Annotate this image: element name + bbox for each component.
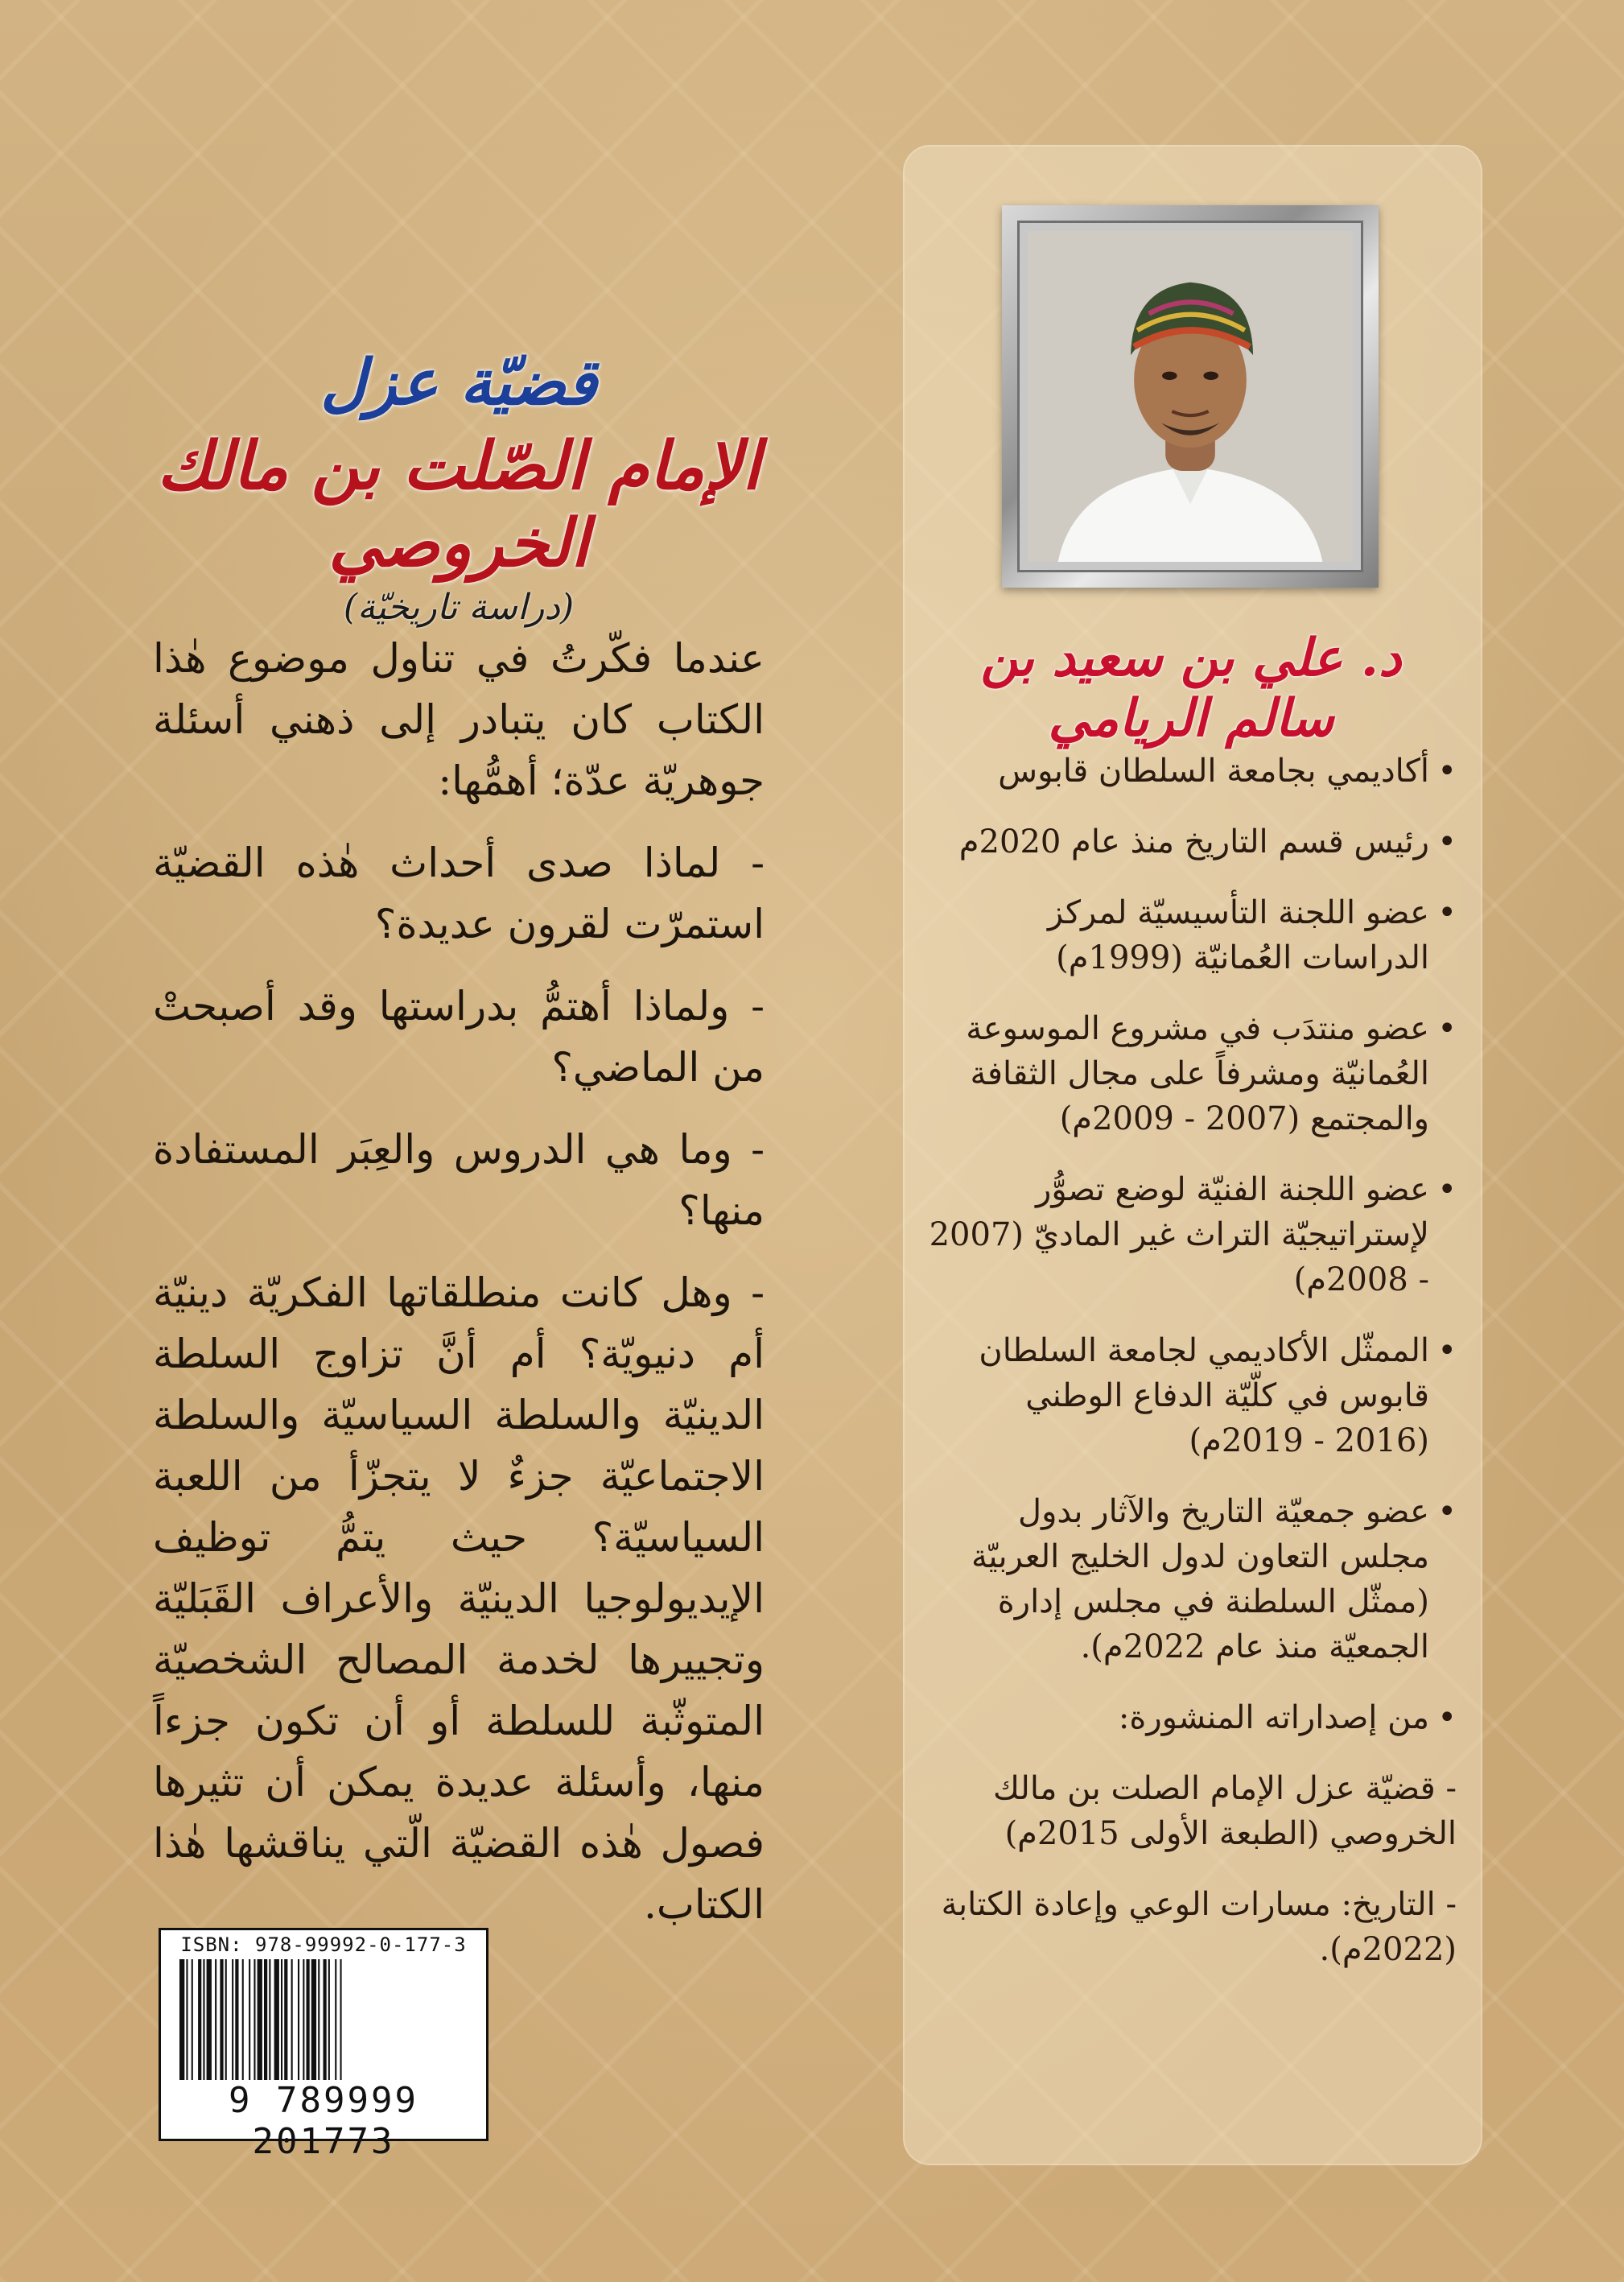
isbn-label: ISBN: 978-99992-0-177-3 [180,1933,467,1956]
barcode-bar [215,1959,216,2080]
barcode-bar [311,1959,316,2080]
barcode-bar [242,1959,244,2080]
blurb [153,628,765,1956]
author-portrait [1028,231,1353,562]
barcode-bars [175,1959,472,2080]
barcode-bar [253,1959,255,2080]
barcode-bar [198,1959,201,2080]
barcode-bar [269,1959,270,2080]
barcode-bar [335,1959,336,2080]
barcode-bar [264,1959,267,2080]
barcode-bar [225,1959,227,2080]
barcode-bar [207,1959,212,2080]
barcode-bar [303,1959,304,2080]
barcode-bar [186,1959,188,2080]
bio-item: • أكاديمي بجامعة السلطان قابوس [925,749,1457,794]
isbn-barcode [159,1928,488,2162]
blurb-paragraph: - وهل كانت منطلقاتها الفكريّة دينيّة أم دنيويّة؟ أم أنَّ تزاوج السلطة الدينيّة والسلطة السياسيّة والسلطة الاجتماعيّة جزءٌ لا يتجزّأ من اللعبة السياسيّة؟ حيث يتمُّ توظيف الإيديولوجيا الدينيّة والأعراف القَبَليّة وتجييرها لخدمة المصالح الشخصيّة المتوثّبة للسلطة أو أن تكون جزءاً منها، وأسئلة عديدة يمكن أن تثيرها فصول هٰذه القضيّة الّتي يناقشها هٰذا الكتاب. [153,1269,765,1928]
bio-item: • من إصداراته المنشورة: [925,1695,1457,1740]
barcode-bar [318,1959,319,2080]
blurb-paragraph: عندما فكّرتُ في تناول موضوع هٰذا الكتاب كان يتبادر إلى ذهني أسئلة جوهريّة عدّة؛ أهمُّها: [153,635,765,804]
barcode-bar [235,1959,238,2080]
bio-item: • عضو جمعيّة التاريخ والآثار بدول مجلس التعاون لدول الخليج العربيّة (ممثّل السلطنة في مجلس إدارة الجمعيّة منذ عام 2022م). [925,1489,1457,1669]
author-name: د. علي بن سعيد بن سالم الريامي [980,628,1402,749]
author-bio [925,749,1457,1998]
book-title-block [153,346,765,628]
publication-item: - قضيّة عزل الإمام الصلت بن مالك الخروصي (الطبعة الأولى 2015م) [992,1770,1457,1852]
barcode-bar [324,1959,327,2080]
book-subtitle: (دراسة تاريخيّة) [343,587,575,628]
barcode-bar [203,1959,204,2080]
barcode-bar [220,1959,223,2080]
barcode-bar [249,1959,250,2080]
book-title-line1: قضيّة عزل [320,346,597,419]
barcode-bar [291,1959,293,2080]
book-title-line2: الإمام الصّلت بن مالك الخروصي [157,427,760,582]
barcode-bar [274,1959,279,2080]
bio-item: • عضو اللجنة الفنيّة لوضع تصوُّر لإستراتيجيّة التراث غير الماديّ (2007 - 2008م) [925,1167,1457,1302]
bio-item: • عضو اللجنة التأسيسيّة لمركز الدراسات العُمانيّة (1999م) [925,890,1457,980]
barcode-bar [298,1959,299,2080]
barcode-bar [258,1959,262,2080]
publication-item: - التاريخ: مسارات الوعي وإعادة الكتابة (2022م). [941,1886,1457,1968]
blurb-paragraph: - وما هي الدروس والعِبَر المستفادة منها؟ [153,1126,765,1234]
isbn-number: 9 789999 201773 [229,2080,418,2162]
portrait-frame [1002,205,1379,588]
barcode-bar [284,1959,287,2080]
blurb-paragraph: - ولماذا أهتمُّ بدراستها وقد أصبحتْ من الماضي؟ [153,983,765,1091]
barcode-bar [281,1959,282,2080]
bio-item: • عضو منتدَب في مشروع الموسوعة العُمانيّة ومشرفاً على مجال الثقافة والمجتمع (2007 - 2009م) [925,1006,1457,1141]
barcode-bar [232,1959,233,2080]
bio-item: • رئيس قسم التاريخ منذ عام 2020م [925,819,1457,865]
barcode-bar [307,1959,310,2080]
barcode-bar [192,1959,193,2080]
barcode-bar [179,1959,184,2080]
bio-item: • الممثّل الأكاديمي لجامعة السلطان قابوس في كلّيّة الدفاع الوطني (2016 - 2019م) [925,1328,1457,1463]
barcode-bar [328,1959,330,2080]
barcode-bar [340,1959,342,2080]
blurb-paragraph: - لماذا صدى أحداث هٰذه القضيّة استمرّت لقرون عديدة؟ [153,840,765,947]
